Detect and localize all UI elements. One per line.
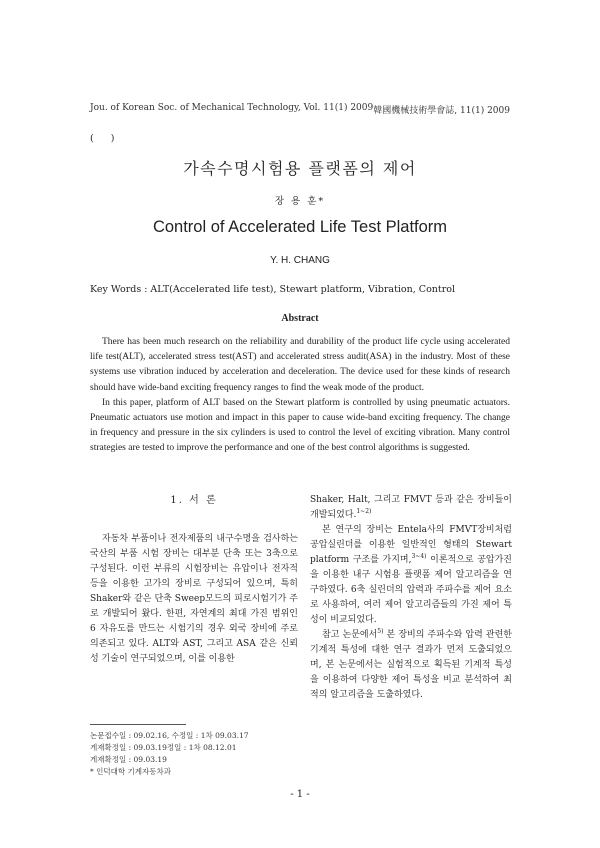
- text-span: 본 연구의 장비는 Entela사의 FMVT장비처럼 공압실린더를 이용한 일반적인 형태의 Stewart platform 구조를 가지며,: [310, 525, 512, 565]
- text-span: Shaker, Halt, 그리고 FMVT 등과 같은 장비들이 개발되었다.: [310, 495, 512, 520]
- intro-paragraph: 자동차 부품이나 전자제품의 내구수명을 검사하는 국산의 부품 시험 장비는 대부분 단축 또는 3축으로 구성된다. 이런 부류의 시험장비는 유압이나 전자적 등을 이용한 고가의 장비로 구성되어 있으며, 특히 Shaker와 같은 단축 Sweep모드의 피로시험기가 주로 개발되어 왔다. 한편, 자연계의 최대 가진 범위인 6 자유도를 만드는 시험기의 경우 외국 장비에 주로 의존되고 있다. ALT와 AST, 그리고 ASA 같은 신뢰성 기술이 연구되었으며, 이를 이용한: [90, 534, 298, 664]
- abstract-body: [90, 335, 510, 457]
- intro-paragraph: [310, 523, 512, 628]
- text-span: 본 장비의 주파수와 압력 관련한 기계적 특성에 대한 연구 결과가 먼저 도출되었으며, 본 논문에서는 실험적으로 획득된 기계적 특성을 이용하여 다양한 제어 특성을 비교 분석하여 최적의 알고리즘을 도출하였다.: [310, 630, 513, 700]
- intro-paragraph: [310, 628, 512, 703]
- footnote-line: 게재확정일 : 09.03.19: [90, 755, 167, 764]
- journal-header-left: Jou. of Korean Soc. of Mechanical Technology, Vol. 11(1) 2009: [90, 103, 374, 113]
- page-number: - 1 -: [290, 789, 310, 800]
- reference-marker: 3~4): [411, 553, 427, 560]
- footnote-line: 게재확정일 : 09.03.19정일 : 1차 08.12.01: [90, 743, 237, 752]
- journal-header-right: 韓國機械技術學會誌, 11(1) 2009: [373, 106, 510, 116]
- left-column: [90, 493, 298, 667]
- footnote-line: 논문접수일 : 09.02.16, 수정일 : 1차 09.03.17: [90, 731, 249, 740]
- footnote-line: * 인덕대학 기계자동차과: [90, 767, 171, 776]
- author-english: Y. H. CHANG: [270, 255, 330, 266]
- right-column: [310, 493, 512, 703]
- abstract-paragraph: In this paper, platform of ALT based on the Stewart platform is controlled by using pneumatic actuators. Pneumatic actuators use motion and impact in this paper to cause wide-band exciting frequency. The change in frequency and pressure in the six cylinders is used to control the level of exciting vibration. Many control strategies are tested to improve the performance and one of the best control algorithms is suggested.: [90, 397, 510, 454]
- text-span: 참고 논문에서: [322, 630, 378, 640]
- text-span: 이론적으로 공압가진을 이용한 내구 시험용 플랫폼 제어 알고리즘을 연구하였다. 6축 실린더의 압력과 주파수를 제어 요소로 사용하여, 여러 제어 알고리즘들의 가진 제어 특성이 비교되었다.: [310, 555, 512, 625]
- intro-paragraph: [310, 493, 512, 523]
- section-title: 1. 서 론: [170, 495, 218, 506]
- footnote: [90, 730, 249, 778]
- abstract-paragraph: There has been much research on the reliability and durability of the product life cycle using accelerated life test(ALT), accelerated stress test(AST) and accelerated stress audit(ASA) in the industry. Most of these systems use vibration induced by acceleration and deceleration. The device used for these kinds of research should have wide-band exciting frequency ranges to find the weak mode of the product.: [90, 337, 510, 393]
- footnote-rule: [90, 724, 186, 725]
- title-english: Control of Accelerated Life Test Platform: [152, 218, 448, 236]
- title-korean: 가속수명시험용 플랫폼의 제어: [183, 159, 417, 178]
- author-korean: 장 용 훈*: [274, 196, 326, 207]
- reference-marker: 1~2): [356, 508, 372, 515]
- abstract-heading: Abstract: [281, 313, 319, 324]
- keywords: Key Words : ALT(Accelerated life test), Stewart platform, Vibration, Control: [90, 284, 456, 295]
- reference-marker: 5): [377, 628, 384, 635]
- brackets-mark: ( ): [90, 133, 115, 144]
